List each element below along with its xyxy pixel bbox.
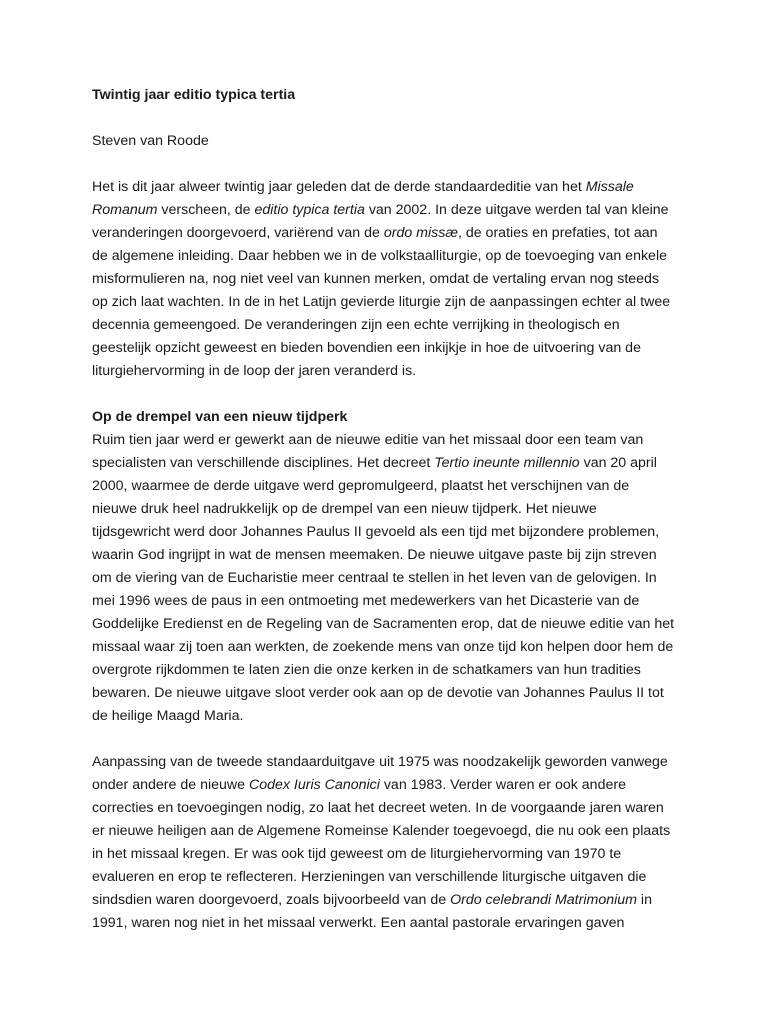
text-run: liturgiehervorming in de loop der jaren veranderd is.: [92, 363, 417, 379]
text-run: missaal waar zij toen aan werkten, de zoekende mens van onze tijd kon helpen door hem de: [92, 639, 674, 655]
text-run: om de viering van de Eucharistie meer centraal te stellen in het leven van de gelovigen. In: [92, 570, 657, 586]
text-line: [92, 452, 678, 475]
paragraph-intro: [92, 176, 678, 383]
text-line: [92, 590, 678, 613]
text-run: Ruim tien jaar werd er gewerkt aan de nieuwe editie van het missaal door een team van: [92, 432, 644, 448]
text-run: Het is dit jaar alweer twintig jaar geleden dat de derde standaardeditie van het: [92, 179, 586, 195]
text-line: [92, 544, 678, 567]
section-heading: Op de drempel van een nieuw tijdperk: [92, 409, 348, 425]
text-run: 2000, waarmee de derde uitgave werd gepromulgeerd, plaatst het verschijnen van de: [92, 478, 630, 494]
text-run: van 1983. Verder waren er ook andere: [379, 777, 626, 793]
text-run: Aanpassing van de tweede standaarduitgave uit 1975 was noodzakelijk geworden vanwege: [92, 754, 668, 770]
text-run: misformulieren na, nog niet veel van kunnen merken, omdat de vertaling ervan nog steeds: [92, 271, 660, 287]
italic-text-run: Romanum: [92, 202, 158, 218]
text-line: [92, 866, 678, 889]
text-run: decennia gemeengoed. De veranderingen zijn een echte verrijking in theologisch en: [92, 317, 620, 333]
text-line: [92, 429, 678, 452]
text-run: in: [636, 892, 652, 908]
text-run: in het missaal kregen. Er was ook tijd geweest om de liturgiehervorming van 1970 te: [92, 846, 622, 862]
italic-text-run: ordo missæ: [383, 225, 458, 241]
text-line: [92, 613, 678, 636]
italic-text-run: editio typica tertia: [254, 202, 365, 218]
text-run: onder andere de nieuwe: [92, 777, 249, 793]
text-line: [92, 245, 678, 268]
paragraph-aanpassing: [92, 751, 678, 935]
text-line: [92, 751, 678, 774]
text-run: overgrote rijkdommen te laten zien die onze kerken in de schatkamers van hun tradities: [92, 662, 641, 678]
italic-text-run: Ordo celebrandi Matrimonium: [450, 892, 637, 908]
text-line: [92, 314, 678, 337]
text-run: correcties en toevoegingen nodig, zo laat het decreet weten. In de voorgaande jaren waren: [92, 800, 664, 816]
text-line: [92, 222, 678, 245]
text-run: van 2002. In deze uitgave werden tal van kleine: [364, 202, 669, 218]
text-line: [92, 820, 678, 843]
text-run: van 20 april: [579, 455, 657, 471]
text-line: [92, 797, 678, 820]
text-line: [92, 889, 678, 912]
italic-text-run: Codex Iuris Canonici: [248, 777, 380, 793]
text-run: bewaren. De nieuwe uitgave sloot verder ook aan op de devotie van Johannes Paulus II tot: [92, 685, 664, 701]
spacer: [92, 383, 678, 406]
text-line: [92, 498, 678, 521]
text-line: [92, 912, 678, 935]
text-run: tijdsgewricht werd door Johannes Paulus II gevoeld als een tijd met bijzondere problemen,: [92, 524, 660, 540]
text-run: nieuwe druk heel nadrukkelijk op de drempel van een nieuw tijdperk. Het nieuwe: [92, 501, 597, 517]
text-run: , de oraties en prefaties, tot aan: [457, 225, 658, 241]
italic-text-run: Tertio ineunte millennio: [434, 455, 580, 471]
text-run: Goddelijke Eredienst en de Regeling van de Sacramenten erop, dat de nieuwe editie van het: [92, 616, 675, 632]
text-line: [92, 705, 678, 728]
text-run: op zich laat wachten. In de in het Latijn gevierde liturgie zijn de aanpassingen echter al twee: [92, 294, 671, 310]
text-line: [92, 774, 678, 797]
text-line: [92, 682, 678, 705]
italic-text-run: Missale: [585, 179, 634, 195]
text-line: [92, 636, 678, 659]
text-line: [92, 268, 678, 291]
document-title: Twintig jaar editio typica tertia: [92, 87, 296, 103]
text-run: mei 1996 wees de paus in een ontmoeting met medewerkers van het Dicasterie van de: [92, 593, 640, 609]
text-run: geestelijk opzicht geweest en bieden bovendien een inkijkje in hoe de uitvoering van de: [92, 340, 641, 356]
text-run: evalueren en erop te reflecteren. Herzieningen van verschillende liturgische uitgaven die: [92, 869, 647, 885]
text-line: [92, 475, 678, 498]
text-run: specialisten van verschillende disciplines. Het decreet: [92, 455, 435, 471]
text-line: [92, 567, 678, 590]
text-line: [92, 521, 678, 544]
text-run: waarin God ingrijpt in wat de mensen meemaken. De nieuwe uitgave paste bij zijn streven: [92, 547, 657, 563]
text-run: de algemene inleiding. Daar hebben we in de volkstaalliturgie, op de toevoeging van enkele: [92, 248, 667, 264]
text-line: [92, 659, 678, 682]
text-line: [92, 291, 678, 314]
document-page: [92, 84, 678, 935]
text-run: sindsdien waren doorgevoerd, zoals bijvoorbeeld van de: [92, 892, 451, 908]
text-line: [92, 337, 678, 360]
text-line: [92, 199, 678, 222]
text-run: veranderingen doorgevoerd, variërend van de: [92, 225, 384, 241]
paragraph-drempel: [92, 429, 678, 728]
text-run: de heilige Maagd Maria.: [92, 708, 244, 724]
spacer: [92, 728, 678, 751]
text-run: verscheen, de: [157, 202, 255, 218]
document-author: Steven van Roode: [92, 133, 209, 149]
spacer: [92, 153, 678, 176]
text-line: [92, 176, 678, 199]
text-run: 1991, waren nog niet in het missaal verwerkt. Een aantal pastorale ervaringen gaven: [92, 915, 625, 931]
text-line: [92, 360, 678, 383]
text-line: [92, 843, 678, 866]
text-run: er nieuwe heiligen aan de Algemene Romeinse Kalender toegevoegd, die nu ook een plaats: [92, 823, 671, 839]
